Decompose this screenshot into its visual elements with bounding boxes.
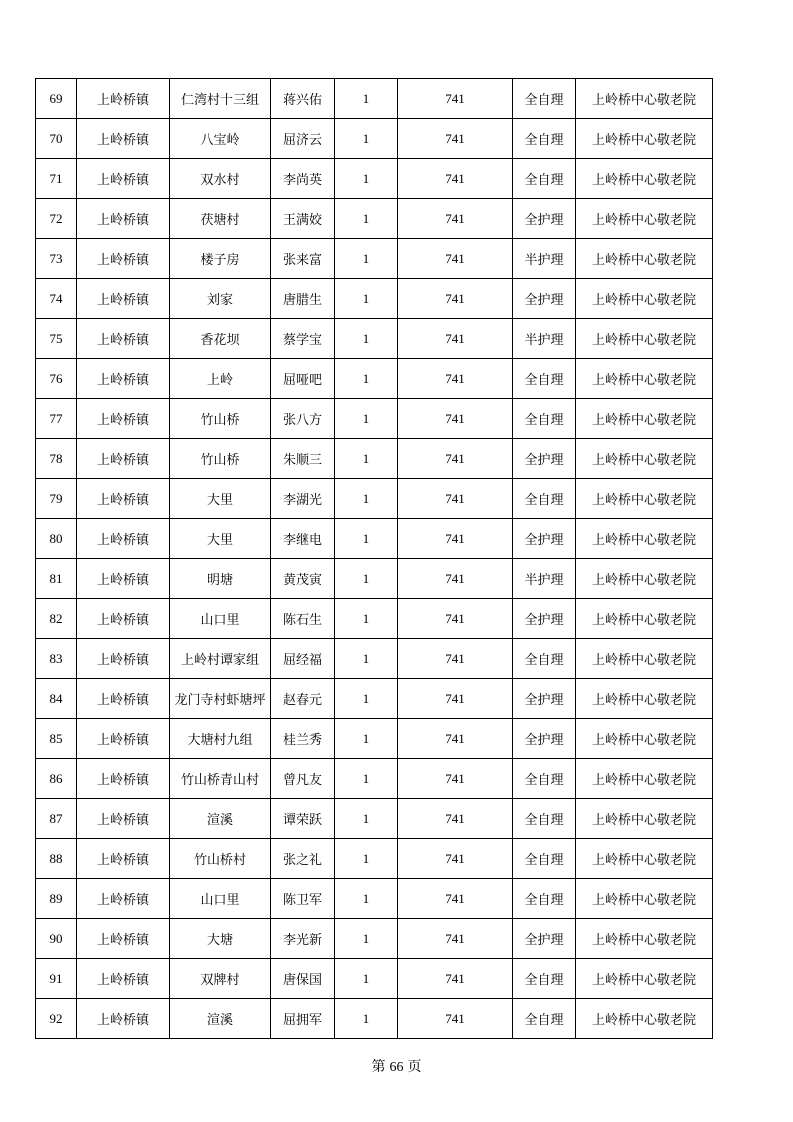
page-footer <box>0 1056 793 1076</box>
village-cell: 大里 <box>170 519 271 559</box>
count-cell: 1 <box>335 999 398 1039</box>
serial-cell: 84 <box>36 679 77 719</box>
name-cell: 唐腊生 <box>271 279 335 319</box>
facility-cell: 上岭桥中心敬老院 <box>576 559 713 599</box>
facility-cell: 上岭桥中心敬老院 <box>576 399 713 439</box>
serial-cell: 90 <box>36 919 77 959</box>
name-cell: 李尚英 <box>271 159 335 199</box>
amount-cell: 741 <box>398 239 513 279</box>
serial-cell: 70 <box>36 119 77 159</box>
roster-table <box>35 78 713 1039</box>
amount-cell: 741 <box>398 959 513 999</box>
name-cell: 陈卫军 <box>271 879 335 919</box>
footer-prefix: 第 <box>371 1059 386 1075</box>
town-cell: 上岭桥镇 <box>77 439 170 479</box>
serial-cell: 79 <box>36 479 77 519</box>
facility-cell: 上岭桥中心敬老院 <box>576 239 713 279</box>
table-row <box>36 439 713 479</box>
count-cell: 1 <box>335 959 398 999</box>
table-row <box>36 999 713 1039</box>
facility-cell: 上岭桥中心敬老院 <box>576 479 713 519</box>
facility-cell: 上岭桥中心敬老院 <box>576 879 713 919</box>
serial-cell: 73 <box>36 239 77 279</box>
name-cell: 李继电 <box>271 519 335 559</box>
serial-cell: 81 <box>36 559 77 599</box>
care-level-cell: 全护理 <box>513 279 576 319</box>
table-row <box>36 479 713 519</box>
amount-cell: 741 <box>398 639 513 679</box>
name-cell: 陈石生 <box>271 599 335 639</box>
name-cell: 屈哑吧 <box>271 359 335 399</box>
name-cell: 谭荣跃 <box>271 799 335 839</box>
name-cell: 李湖光 <box>271 479 335 519</box>
village-cell: 渲溪 <box>170 999 271 1039</box>
table-row <box>36 279 713 319</box>
care-level-cell: 全自理 <box>513 879 576 919</box>
serial-cell: 74 <box>36 279 77 319</box>
count-cell: 1 <box>335 839 398 879</box>
facility-cell: 上岭桥中心敬老院 <box>576 719 713 759</box>
serial-cell: 83 <box>36 639 77 679</box>
serial-cell: 71 <box>36 159 77 199</box>
care-level-cell: 半护理 <box>513 559 576 599</box>
town-cell: 上岭桥镇 <box>77 159 170 199</box>
table-row <box>36 679 713 719</box>
care-level-cell: 全护理 <box>513 719 576 759</box>
facility-cell: 上岭桥中心敬老院 <box>576 759 713 799</box>
facility-cell: 上岭桥中心敬老院 <box>576 519 713 559</box>
table-row <box>36 199 713 239</box>
name-cell: 屈拥军 <box>271 999 335 1039</box>
village-cell: 大里 <box>170 479 271 519</box>
count-cell: 1 <box>335 199 398 239</box>
count-cell: 1 <box>335 79 398 119</box>
name-cell: 朱顺三 <box>271 439 335 479</box>
town-cell: 上岭桥镇 <box>77 799 170 839</box>
count-cell: 1 <box>335 159 398 199</box>
serial-cell: 75 <box>36 319 77 359</box>
count-cell: 1 <box>335 479 398 519</box>
care-level-cell: 全自理 <box>513 359 576 399</box>
facility-cell: 上岭桥中心敬老院 <box>576 439 713 479</box>
amount-cell: 741 <box>398 559 513 599</box>
table-row <box>36 239 713 279</box>
facility-cell: 上岭桥中心敬老院 <box>576 999 713 1039</box>
table-row <box>36 879 713 919</box>
facility-cell: 上岭桥中心敬老院 <box>576 599 713 639</box>
village-cell: 仁湾村十三组 <box>170 79 271 119</box>
amount-cell: 741 <box>398 839 513 879</box>
village-cell: 山口里 <box>170 599 271 639</box>
town-cell: 上岭桥镇 <box>77 359 170 399</box>
village-cell: 上岭 <box>170 359 271 399</box>
count-cell: 1 <box>335 719 398 759</box>
count-cell: 1 <box>335 759 398 799</box>
name-cell: 黄茂寅 <box>271 559 335 599</box>
care-level-cell: 全自理 <box>513 959 576 999</box>
name-cell: 王满姣 <box>271 199 335 239</box>
village-cell: 渲溪 <box>170 799 271 839</box>
town-cell: 上岭桥镇 <box>77 839 170 879</box>
name-cell: 蔡学宝 <box>271 319 335 359</box>
count-cell: 1 <box>335 359 398 399</box>
table-row <box>36 119 713 159</box>
amount-cell: 741 <box>398 759 513 799</box>
count-cell: 1 <box>335 119 398 159</box>
facility-cell: 上岭桥中心敬老院 <box>576 359 713 399</box>
amount-cell: 741 <box>398 119 513 159</box>
town-cell: 上岭桥镇 <box>77 719 170 759</box>
care-level-cell: 全自理 <box>513 839 576 879</box>
serial-cell: 77 <box>36 399 77 439</box>
care-level-cell: 全护理 <box>513 599 576 639</box>
footer-suffix: 页 <box>407 1059 422 1075</box>
village-cell: 双牌村 <box>170 959 271 999</box>
name-cell: 张来富 <box>271 239 335 279</box>
village-cell: 竹山桥村 <box>170 839 271 879</box>
town-cell: 上岭桥镇 <box>77 999 170 1039</box>
care-level-cell: 全自理 <box>513 79 576 119</box>
care-level-cell: 全自理 <box>513 999 576 1039</box>
amount-cell: 741 <box>398 599 513 639</box>
facility-cell: 上岭桥中心敬老院 <box>576 79 713 119</box>
page-number: 66 <box>389 1060 404 1075</box>
care-level-cell: 全护理 <box>513 919 576 959</box>
care-level-cell: 全护理 <box>513 199 576 239</box>
count-cell: 1 <box>335 279 398 319</box>
town-cell: 上岭桥镇 <box>77 199 170 239</box>
care-level-cell: 半护理 <box>513 319 576 359</box>
town-cell: 上岭桥镇 <box>77 919 170 959</box>
town-cell: 上岭桥镇 <box>77 399 170 439</box>
care-level-cell: 全自理 <box>513 799 576 839</box>
table-row <box>36 519 713 559</box>
serial-cell: 87 <box>36 799 77 839</box>
table-row <box>36 399 713 439</box>
amount-cell: 741 <box>398 519 513 559</box>
village-cell: 大塘 <box>170 919 271 959</box>
facility-cell: 上岭桥中心敬老院 <box>576 679 713 719</box>
name-cell: 曾凡友 <box>271 759 335 799</box>
table-row <box>36 79 713 119</box>
amount-cell: 741 <box>398 919 513 959</box>
care-level-cell: 半护理 <box>513 239 576 279</box>
facility-cell: 上岭桥中心敬老院 <box>576 199 713 239</box>
care-level-cell: 全自理 <box>513 479 576 519</box>
serial-cell: 89 <box>36 879 77 919</box>
table-row <box>36 759 713 799</box>
village-cell: 八宝岭 <box>170 119 271 159</box>
town-cell: 上岭桥镇 <box>77 599 170 639</box>
table-row <box>36 639 713 679</box>
table-row <box>36 959 713 999</box>
count-cell: 1 <box>335 519 398 559</box>
town-cell: 上岭桥镇 <box>77 319 170 359</box>
serial-cell: 88 <box>36 839 77 879</box>
count-cell: 1 <box>335 879 398 919</box>
count-cell: 1 <box>335 559 398 599</box>
village-cell: 刘家 <box>170 279 271 319</box>
amount-cell: 741 <box>398 319 513 359</box>
town-cell: 上岭桥镇 <box>77 519 170 559</box>
town-cell: 上岭桥镇 <box>77 239 170 279</box>
town-cell: 上岭桥镇 <box>77 639 170 679</box>
table-row <box>36 559 713 599</box>
village-cell: 竹山桥 <box>170 399 271 439</box>
table-row <box>36 159 713 199</box>
town-cell: 上岭桥镇 <box>77 79 170 119</box>
care-level-cell: 全自理 <box>513 159 576 199</box>
care-level-cell: 全自理 <box>513 639 576 679</box>
table-row <box>36 919 713 959</box>
amount-cell: 741 <box>398 719 513 759</box>
village-cell: 香花坝 <box>170 319 271 359</box>
village-cell: 明塘 <box>170 559 271 599</box>
name-cell: 蒋兴佑 <box>271 79 335 119</box>
amount-cell: 741 <box>398 879 513 919</box>
serial-cell: 92 <box>36 999 77 1039</box>
count-cell: 1 <box>335 399 398 439</box>
serial-cell: 86 <box>36 759 77 799</box>
town-cell: 上岭桥镇 <box>77 759 170 799</box>
care-level-cell: 全自理 <box>513 399 576 439</box>
serial-cell: 85 <box>36 719 77 759</box>
serial-cell: 78 <box>36 439 77 479</box>
count-cell: 1 <box>335 799 398 839</box>
village-cell: 双水村 <box>170 159 271 199</box>
village-cell: 竹山桥 <box>170 439 271 479</box>
amount-cell: 741 <box>398 159 513 199</box>
village-cell: 大塘村九组 <box>170 719 271 759</box>
amount-cell: 741 <box>398 79 513 119</box>
facility-cell: 上岭桥中心敬老院 <box>576 799 713 839</box>
name-cell: 李光新 <box>271 919 335 959</box>
village-cell: 楼子房 <box>170 239 271 279</box>
count-cell: 1 <box>335 319 398 359</box>
facility-cell: 上岭桥中心敬老院 <box>576 639 713 679</box>
village-cell: 山口里 <box>170 879 271 919</box>
table-row <box>36 359 713 399</box>
amount-cell: 741 <box>398 799 513 839</box>
care-level-cell: 全护理 <box>513 439 576 479</box>
name-cell: 张八方 <box>271 399 335 439</box>
count-cell: 1 <box>335 439 398 479</box>
town-cell: 上岭桥镇 <box>77 679 170 719</box>
facility-cell: 上岭桥中心敬老院 <box>576 119 713 159</box>
serial-cell: 72 <box>36 199 77 239</box>
serial-cell: 82 <box>36 599 77 639</box>
count-cell: 1 <box>335 239 398 279</box>
name-cell: 赵春元 <box>271 679 335 719</box>
table-row <box>36 319 713 359</box>
village-cell: 龙门寺村虾塘坪 <box>170 679 271 719</box>
town-cell: 上岭桥镇 <box>77 479 170 519</box>
name-cell: 张之礼 <box>271 839 335 879</box>
table-row <box>36 599 713 639</box>
count-cell: 1 <box>335 599 398 639</box>
town-cell: 上岭桥镇 <box>77 119 170 159</box>
facility-cell: 上岭桥中心敬老院 <box>576 919 713 959</box>
facility-cell: 上岭桥中心敬老院 <box>576 279 713 319</box>
town-cell: 上岭桥镇 <box>77 279 170 319</box>
amount-cell: 741 <box>398 679 513 719</box>
count-cell: 1 <box>335 919 398 959</box>
village-cell: 上岭村谭家组 <box>170 639 271 679</box>
amount-cell: 741 <box>398 999 513 1039</box>
count-cell: 1 <box>335 679 398 719</box>
village-cell: 竹山桥青山村 <box>170 759 271 799</box>
facility-cell: 上岭桥中心敬老院 <box>576 319 713 359</box>
amount-cell: 741 <box>398 359 513 399</box>
table-row <box>36 719 713 759</box>
count-cell: 1 <box>335 639 398 679</box>
amount-cell: 741 <box>398 399 513 439</box>
amount-cell: 741 <box>398 439 513 479</box>
name-cell: 屈经福 <box>271 639 335 679</box>
serial-cell: 80 <box>36 519 77 559</box>
town-cell: 上岭桥镇 <box>77 559 170 599</box>
care-level-cell: 全护理 <box>513 679 576 719</box>
care-level-cell: 全护理 <box>513 519 576 559</box>
table-row <box>36 799 713 839</box>
town-cell: 上岭桥镇 <box>77 879 170 919</box>
amount-cell: 741 <box>398 199 513 239</box>
town-cell: 上岭桥镇 <box>77 959 170 999</box>
serial-cell: 76 <box>36 359 77 399</box>
facility-cell: 上岭桥中心敬老院 <box>576 959 713 999</box>
village-cell: 茯塘村 <box>170 199 271 239</box>
amount-cell: 741 <box>398 479 513 519</box>
serial-cell: 91 <box>36 959 77 999</box>
table-row <box>36 839 713 879</box>
amount-cell: 741 <box>398 279 513 319</box>
roster-body <box>36 79 713 1039</box>
facility-cell: 上岭桥中心敬老院 <box>576 839 713 879</box>
care-level-cell: 全自理 <box>513 759 576 799</box>
name-cell: 唐保国 <box>271 959 335 999</box>
care-level-cell: 全自理 <box>513 119 576 159</box>
serial-cell: 69 <box>36 79 77 119</box>
name-cell: 桂兰秀 <box>271 719 335 759</box>
facility-cell: 上岭桥中心敬老院 <box>576 159 713 199</box>
name-cell: 屈济云 <box>271 119 335 159</box>
